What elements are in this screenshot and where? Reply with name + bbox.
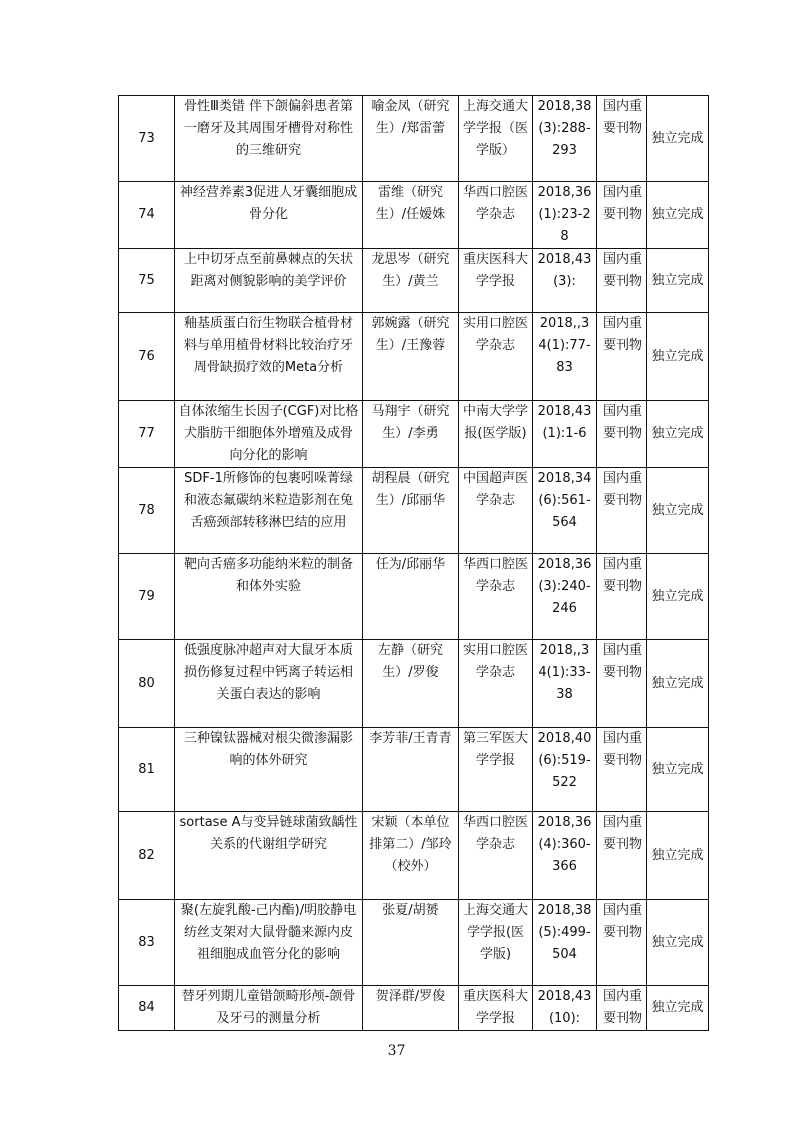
contribution-cell: 独立完成 [647, 249, 709, 313]
row-number-cell: 74 [119, 182, 175, 249]
row-number-cell: 81 [119, 728, 175, 812]
journal-level-cell: 国内重要刊物 [597, 812, 647, 900]
volume-pages-cell: 2018,43(10): [533, 986, 597, 1031]
row-number-cell: 84 [119, 986, 175, 1031]
row-number-cell: 80 [119, 640, 175, 728]
journal-level-cell: 国内重要刊物 [597, 249, 647, 313]
contribution-cell: 独立完成 [647, 401, 709, 468]
journal-level-cell: 国内重要刊物 [597, 401, 647, 468]
author-cell: 雷维（研究生）/任嫒姝 [363, 182, 459, 249]
volume-pages-cell: 2018,38(5):499-504 [533, 900, 597, 986]
journal-name-cell: 上海交通大学学报(医学版) [459, 900, 533, 986]
contribution-cell: 独立完成 [647, 900, 709, 986]
page-number: 37 [387, 1043, 406, 1059]
journal-name-cell: 重庆医科大学学报 [459, 249, 533, 313]
contribution-cell: 独立完成 [647, 812, 709, 900]
journal-name-cell: 实用口腔医学杂志 [459, 313, 533, 401]
journal-level-cell: 国内重要刊物 [597, 900, 647, 986]
paper-title-cell: 靶向舌癌多功能纳米粒的制备和体外实验 [175, 554, 363, 640]
paper-title-cell: 上中切牙点至前鼻棘点的矢状距离对侧貌影响的美学评价 [175, 249, 363, 313]
table-row [119, 401, 709, 468]
volume-pages-cell: 2018,,34(1):77-83 [533, 313, 597, 401]
volume-pages-cell: 2018,36(1):23-28 [533, 182, 597, 249]
paper-title-cell: 聚(左旋乳酸-己内酯)/明胶静电纺丝支架对大鼠骨髓来源内皮祖细胞成血管分化的影响 [175, 900, 363, 986]
journal-level-cell: 国内重要刊物 [597, 986, 647, 1031]
volume-pages-cell: 2018,,34(1):33-38 [533, 640, 597, 728]
row-number-cell: 77 [119, 401, 175, 468]
paper-title-cell: 神经营养素3促进人牙囊细胞成骨分化 [175, 182, 363, 249]
author-cell: 贺泽群/罗俊 [363, 986, 459, 1031]
journal-name-cell: 实用口腔医学杂志 [459, 640, 533, 728]
journal-level-cell: 国内重要刊物 [597, 182, 647, 249]
volume-pages-cell: 2018,40(6):519-522 [533, 728, 597, 812]
journal-name-cell: 上海交通大学学报（医学版） [459, 96, 533, 182]
volume-pages-cell: 2018,36(3):240-246 [533, 554, 597, 640]
contribution-cell: 独立完成 [647, 986, 709, 1031]
author-cell: 李芳菲/王青青 [363, 728, 459, 812]
paper-title-cell: sortase A与变异链球菌致龋性关系的代谢组学研究 [175, 812, 363, 900]
table-row [119, 249, 709, 313]
journal-name-cell: 中南大学学报(医学版) [459, 401, 533, 468]
paper-title-cell: 自体浓缩生长因子(CGF)对比格犬脂肪干细胞体外增殖及成骨向分化的影响 [175, 401, 363, 468]
author-cell: 胡程晨（研究生）/邱丽华 [363, 468, 459, 554]
paper-title-cell: 低强度脉冲超声对大鼠牙本质损伤修复过程中钙离子转运相关蛋白表达的影响 [175, 640, 363, 728]
author-cell: 任为/邱丽华 [363, 554, 459, 640]
row-number-cell: 76 [119, 313, 175, 401]
author-cell: 郭婉露（研究生）/王豫蓉 [363, 313, 459, 401]
contribution-cell: 独立完成 [647, 468, 709, 554]
journal-name-cell: 华西口腔医学杂志 [459, 554, 533, 640]
row-number-cell: 73 [119, 96, 175, 182]
table-row [119, 812, 709, 900]
journal-level-cell: 国内重要刊物 [597, 554, 647, 640]
journal-level-cell: 国内重要刊物 [597, 640, 647, 728]
author-cell: 龙思岑（研究生）/黄兰 [363, 249, 459, 313]
table-row [119, 313, 709, 401]
journal-level-cell: 国内重要刊物 [597, 468, 647, 554]
journal-level-cell: 国内重要刊物 [597, 728, 647, 812]
contribution-cell: 独立完成 [647, 554, 709, 640]
journal-name-cell: 中国超声医学杂志 [459, 468, 533, 554]
contribution-cell: 独立完成 [647, 182, 709, 249]
paper-title-cell: 替牙列期儿童错颌畸形颅-颌骨及牙弓的测量分析 [175, 986, 363, 1031]
table-row [119, 728, 709, 812]
row-number-cell: 75 [119, 249, 175, 313]
table-row [119, 640, 709, 728]
table-row [119, 554, 709, 640]
journal-name-cell: 重庆医科大学学报 [459, 986, 533, 1031]
table-row [119, 468, 709, 554]
contribution-cell: 独立完成 [647, 640, 709, 728]
volume-pages-cell: 2018,34(6):561-564 [533, 468, 597, 554]
publication-table [118, 95, 709, 1031]
table-row [119, 900, 709, 986]
contribution-cell: 独立完成 [647, 313, 709, 401]
journal-level-cell: 国内重要刊物 [597, 313, 647, 401]
volume-pages-cell: 2018,43(1):1-6 [533, 401, 597, 468]
contribution-cell: 独立完成 [647, 728, 709, 812]
journal-level-cell: 国内重要刊物 [597, 96, 647, 182]
table-row [119, 182, 709, 249]
contribution-cell: 独立完成 [647, 96, 709, 182]
journal-name-cell: 华西口腔医学杂志 [459, 182, 533, 249]
author-cell: 马翔宇（研究生）/李勇 [363, 401, 459, 468]
volume-pages-cell: 2018,43(3): [533, 249, 597, 313]
author-cell: 左静（研究生）/罗俊 [363, 640, 459, 728]
row-number-cell: 79 [119, 554, 175, 640]
author-cell: 宋颖（本单位排第二）/邹玲（校外） [363, 812, 459, 900]
journal-name-cell: 华西口腔医学杂志 [459, 812, 533, 900]
paper-title-cell: 三种镍钛器械对根尖微渗漏影响的体外研究 [175, 728, 363, 812]
table-row [119, 986, 709, 1031]
paper-title-cell: 釉基质蛋白衍生物联合植骨材料与单用植骨材料比较治疗牙周骨缺损疗效的Meta分析 [175, 313, 363, 401]
paper-title-cell: SDF-1所修饰的包裹吲哚菁绿和液态氟碳纳米粒造影剂在兔舌癌颈部转移淋巴结的应用 [175, 468, 363, 554]
row-number-cell: 82 [119, 812, 175, 900]
volume-pages-cell: 2018,38(3):288-293 [533, 96, 597, 182]
volume-pages-cell: 2018,36(4):360-366 [533, 812, 597, 900]
paper-title-cell: 骨性Ⅲ类错 伴下颌偏斜患者第一磨牙及其周围牙槽骨对称性的三维研究 [175, 96, 363, 182]
row-number-cell: 83 [119, 900, 175, 986]
row-number-cell: 78 [119, 468, 175, 554]
table-row [119, 96, 709, 182]
author-cell: 张夏/胡赟 [363, 900, 459, 986]
journal-name-cell: 第三军医大学学报 [459, 728, 533, 812]
author-cell: 喻金凤（研究生）/郑雷蕾 [363, 96, 459, 182]
